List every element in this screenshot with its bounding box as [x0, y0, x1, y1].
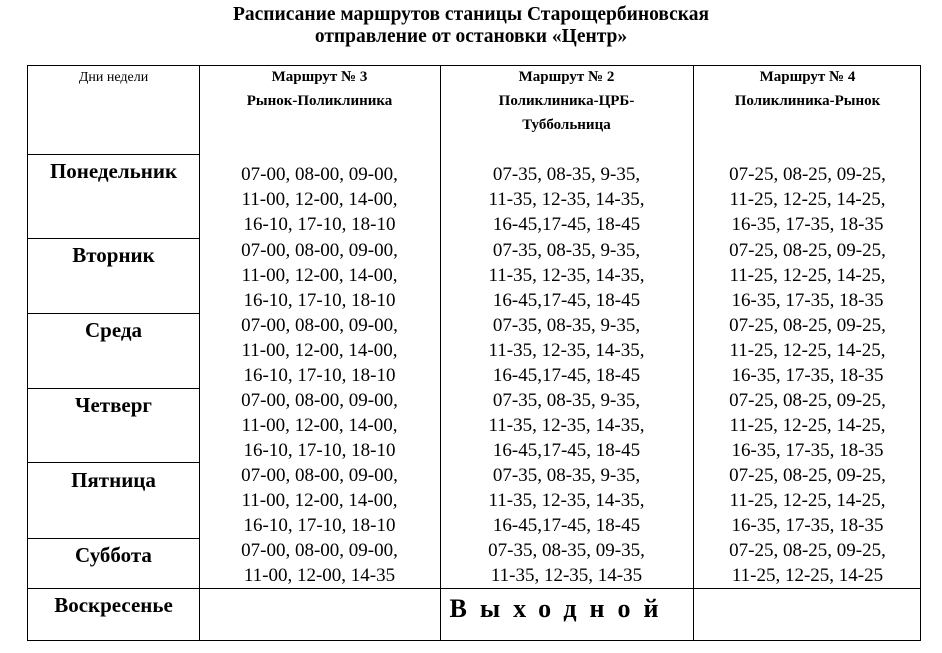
time-line: 16-10, 17-10, 18-10	[243, 290, 396, 311]
time-line: 07-35, 08-35, 9-35,	[492, 315, 641, 336]
times-monday-route-3	[199, 162, 440, 237]
time-line: 07-35, 08-35, 9-35,	[492, 164, 641, 185]
time-line: 11-25, 12-25, 14-25,	[729, 490, 886, 511]
day-tuesday: Вторник	[72, 243, 155, 267]
times-friday-route-3	[199, 463, 440, 538]
time-line: 16-35, 17-35, 18-35	[731, 290, 884, 311]
time-line: 16-45,17-45, 18-45	[492, 290, 641, 311]
times-friday-route-2	[440, 463, 693, 538]
time-line: 07-00, 08-00, 09-00,	[241, 390, 398, 411]
time-line: 07-00, 08-00, 09-00,	[241, 164, 398, 185]
time-line: 11-00, 12-00, 14-00,	[241, 265, 398, 286]
times-tuesday-route-3	[199, 238, 440, 313]
time-line: 07-35, 08-35, 9-35,	[492, 465, 641, 486]
day-thursday: Четверг	[75, 393, 152, 417]
day-sunday: Воскресенье	[54, 593, 173, 617]
divider-row-3	[28, 388, 199, 389]
title-line-2: отправление от остановки «Центр»	[314, 26, 628, 47]
time-line: 11-35, 12-35, 14-35,	[488, 340, 645, 361]
time-line: 07-00, 08-00, 09-00,	[241, 240, 398, 261]
day-saturday: Суббота	[75, 543, 152, 567]
time-line: 16-35, 17-35, 18-35	[731, 214, 884, 235]
time-line: 07-00, 08-00, 09-00,	[241, 315, 398, 336]
time-line: 07-35, 08-35, 9-35,	[492, 240, 641, 261]
time-line: 16-45,17-45, 18-45	[492, 515, 641, 536]
times-wednesday-route-2	[440, 313, 693, 388]
times-wednesday-route-3	[199, 313, 440, 388]
time-line: 11-00, 12-00, 14-00,	[241, 340, 398, 361]
header-days-label: Дни недели	[78, 70, 149, 85]
time-line: 16-10, 17-10, 18-10	[243, 440, 396, 461]
day-monday: Понедельник	[49, 159, 178, 183]
times-thursday-route-3	[199, 388, 440, 463]
time-line: 07-25, 08-25, 09-25,	[729, 540, 886, 561]
time-line: 11-35, 12-35, 14-35,	[488, 265, 645, 286]
route-2-path-line-2: Туббольница	[522, 117, 611, 133]
times-monday-route-2	[440, 162, 693, 237]
time-line: 11-25, 12-25, 14-25,	[729, 340, 886, 361]
route-3-path: Рынок-Поликлиника	[246, 93, 393, 109]
times-wednesday-route-4	[693, 313, 922, 388]
day-wednesday: Среда	[84, 318, 142, 342]
header-route-3	[199, 65, 440, 113]
time-line: 07-25, 08-25, 09-25,	[729, 315, 886, 336]
time-line: 07-25, 08-25, 09-25,	[729, 240, 886, 261]
route-4-name: Маршрут № 4	[759, 69, 856, 85]
header-days	[28, 68, 199, 88]
time-line: 16-35, 17-35, 18-35	[731, 440, 884, 461]
time-line: 11-25, 12-25, 14-25,	[729, 265, 886, 286]
times-saturday-route-4	[693, 538, 922, 588]
time-line: 07-00, 08-00, 09-00,	[241, 540, 398, 561]
time-line: 11-00, 12-00, 14-00,	[241, 415, 398, 436]
time-line: 11-25, 12-25, 14-25,	[729, 415, 886, 436]
time-line: 11-35, 12-35, 14-35,	[488, 415, 645, 436]
schedule-table	[27, 65, 921, 641]
divider-row-6	[28, 588, 920, 589]
time-line: 11-25, 12-25, 14-25	[731, 565, 884, 586]
day-off-label: Выходной	[449, 594, 672, 623]
header-route-4	[693, 65, 922, 113]
time-line: 11-35, 12-35, 14-35,	[488, 490, 645, 511]
divider-row-4	[28, 462, 199, 463]
time-line: 07-25, 08-25, 09-25,	[729, 465, 886, 486]
header-route-2	[440, 65, 693, 137]
divider-row-5	[28, 538, 199, 539]
time-line: 16-45,17-45, 18-45	[492, 214, 641, 235]
time-line: 07-00, 08-00, 09-00,	[241, 465, 398, 486]
time-line: 16-35, 17-35, 18-35	[731, 365, 884, 386]
divider-row-2	[28, 313, 199, 314]
time-line: 11-00, 12-00, 14-00,	[241, 189, 398, 210]
route-3-name: Маршрут № 3	[271, 69, 368, 85]
time-line: 16-10, 17-10, 18-10	[243, 214, 396, 235]
times-thursday-route-4	[693, 388, 922, 463]
times-friday-route-4	[693, 463, 922, 538]
time-line: 07-35, 08-35, 9-35,	[492, 390, 641, 411]
times-thursday-route-2	[440, 388, 693, 463]
time-line: 16-10, 17-10, 18-10	[243, 365, 396, 386]
time-line: 07-25, 08-25, 09-25,	[729, 164, 886, 185]
divider-row-1	[28, 238, 199, 239]
times-monday-route-4	[693, 162, 922, 237]
time-line: 16-10, 17-10, 18-10	[243, 515, 396, 536]
route-2-path-line-1: Поликлиника-ЦРБ-	[498, 93, 635, 109]
day-friday: Пятница	[71, 468, 156, 492]
time-line: 11-35, 12-35, 14-35	[490, 565, 643, 586]
time-line: 07-25, 08-25, 09-25,	[729, 390, 886, 411]
time-line: 16-35, 17-35, 18-35	[731, 515, 884, 536]
time-line: 11-00, 12-00, 14-35	[243, 565, 396, 586]
title-line-1: Расписание маршрутов станицы Старощербиновская	[232, 4, 710, 25]
times-saturday-route-2	[440, 538, 693, 588]
times-saturday-route-3	[199, 538, 440, 588]
time-line: 11-00, 12-00, 14-00,	[241, 490, 398, 511]
time-line: 11-35, 12-35, 14-35,	[488, 189, 645, 210]
page-title	[0, 4, 942, 48]
time-line: 11-25, 12-25, 14-25,	[729, 189, 886, 210]
times-tuesday-route-4	[693, 238, 922, 313]
time-line: 16-45,17-45, 18-45	[492, 365, 641, 386]
route-4-path: Поликлиника-Рынок	[734, 93, 881, 109]
route-2-name: Маршрут № 2	[518, 69, 615, 85]
divider-header	[28, 154, 199, 155]
times-tuesday-route-2	[440, 238, 693, 313]
time-line: 16-45,17-45, 18-45	[492, 440, 641, 461]
time-line: 07-35, 08-35, 09-35,	[488, 540, 645, 561]
